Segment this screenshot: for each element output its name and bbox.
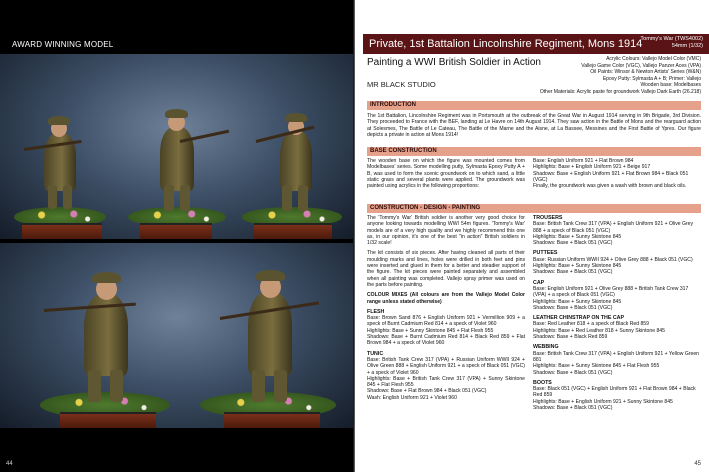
figure-photo-closeup-2: [200, 243, 340, 428]
boots-heading: BOOTS: [533, 379, 552, 386]
text-line: Shadows: Base + Black Red 859: [533, 334, 608, 341]
article-title: Painting a WWI British Soldier in Action: [367, 57, 541, 68]
page-number: 45: [694, 461, 701, 467]
material-line: Wooden base: Modelbases: [640, 82, 701, 88]
figure-photo-side: [236, 54, 348, 239]
text-line: Wash: English Uniform 921 + Violet 960: [367, 394, 457, 401]
text-line: Shadows: Base + Flat Brown 984 + Black 051 (VGC): [367, 388, 487, 395]
puttees-heading: PUTTEES: [533, 250, 558, 257]
photo-panel-bottom: [0, 243, 354, 428]
material-line: Other Materials: Acrylic paste for groundwork Vallejo Dark Earth (26.218): [539, 88, 701, 95]
text-line: Highlights: Base + English Uniform 921 + Sunny Skintone 845: [533, 398, 673, 405]
materials-list: [471, 56, 701, 95]
text-line: Highlights: Base + Sunny Skintone 845: [533, 263, 622, 270]
page-title: Private, 1st Battalion Lincolnshire Regiment, Mons 1914: [369, 38, 643, 50]
base-colours: [533, 158, 701, 189]
cap-heading: CAP: [533, 279, 545, 286]
tunic-heading: TUNIC: [367, 350, 384, 357]
text-line: Base: Russian Uniform WWII 924 + Olive Grey 888 + Black 051 (VGC): [533, 256, 693, 263]
text-line: Shadows: Base + Black 051 (VGC): [533, 304, 613, 311]
section-heading-base: BASE CONSTRUCTION: [367, 147, 701, 156]
text-line: Highlights: Base + English Uniform 921 + Beige 917: [533, 164, 651, 171]
text-line: Highlights: Base + Sunny Skintone 845 + Flat Flesh 955: [367, 327, 494, 334]
right-page: [355, 0, 709, 472]
product-scale: 54mm (1/32): [671, 43, 703, 49]
section-heading-intro: INTRODUCTION: [367, 101, 701, 110]
section-header: AWARD WINNING MODEL: [12, 40, 114, 49]
figure-photo-back: [122, 54, 232, 239]
trousers-heading: TROUSERS: [533, 215, 563, 221]
text-line: Base: British Tank Crew 317 (VPA) + English Uniform 921 + Yellow Green 881: [533, 350, 700, 363]
text-line: Base: British Tank Crew 317 (VPA) + Russian Uniform WWII 924 + Olive Green 888 + English Uniform 921 + a speck of Black 051 (VGC) + a speck of Violet 960: [367, 356, 525, 376]
text-line: Finally, the groundwork was given a wash with brown and black oils.: [533, 183, 687, 190]
photo-panel-top: [0, 54, 354, 239]
paragraph: The 'Tommy's War' British soldier is another very good choice for anyone looking towards modelling WWI 54m figures. 'Tommy's War' models are of a very high quality and we highly recommend this one as, in our opinion, it's one of the best "in action" British soldiers in 1/32 scale!: [367, 215, 525, 247]
product-name: Tommy's War (TWS4002): [640, 36, 703, 42]
paragraph: The kit consists of six pieces. After having cleaned all parts of their moulding marks and lines, holes were drilled in both feet and pins were inserted and glued in them for a better and steadier support of the figure. The kit pieces were painted separately and assembled when all painting was completed. Vallejo spray primer was used on the parts before painting.: [367, 250, 525, 288]
text-line: Shadows: Base + Black 051 (VGC): [533, 405, 613, 412]
text-line: Base: Black 051 (VGC) + English Uniform 921 + Flat Brown 984 + Black Red 859: [533, 386, 696, 399]
text-line: Base: English Uniform 921 + Flat Brown 984: [533, 158, 634, 164]
text-line: Shadows: Base + English Uniform 921 + Flat Brown 984 + Black 051 (VGC): [533, 170, 689, 183]
material-line: Epoxy Putty: Sylmasta A + B; Primer: Vallejo: [602, 75, 701, 82]
text-line: Highlights: Base + Sunny Skintone 845: [533, 233, 622, 240]
product-info: [640, 36, 703, 50]
figure-photo-closeup-1: [40, 243, 175, 428]
text-line: Base: Red Leather 818 + a speck of Black Red 859: [533, 321, 649, 328]
colour-mixes-note: COLOUR MIXES (All colours are from the Vallejo Model Color range unless stated otherwise): [367, 292, 525, 305]
flesh-block: [367, 309, 525, 401]
intro-text: The 1st Battalion, Lincolnshire Regiment was in Portsmouth at the outbreak of the Great War in August 1914 serving in 9th Brigade, 3rd Division. They proceeded to France with the BEF, landing at Le Havre on 14th August 1914. They saw action in the Battle of Mons and the rearguard action at Solesmes, The Battle of Le Cateau, The Battle of the Marne and the Aisne, at La Bassee, Messines and the First Battle of Ypres. Our figure depicts a private in action at Mons 1914!: [367, 113, 701, 138]
left-page: [0, 0, 354, 472]
text-line: Shadows: Base + Black 051 (VGC): [533, 369, 613, 376]
text-line: Highlights: Base + Sunny Skintone 845: [533, 298, 622, 305]
text-line: Highlights: Base + Red Leather 818 + Sunny Skintone 845: [533, 327, 665, 334]
material-line: Acrylic Colours: Vallejo Model Color (VMC): [606, 56, 701, 62]
text-line: Shadows: Base + Burnt Cadmium Red 814 + Black Red 859 + Flat Brown 984 + a speck of Violet 960: [367, 334, 525, 347]
material-line: Oil Paints: Winsor & Newton Artists' Series (W&N): [590, 69, 701, 75]
text-line: Highlights: Base + British Tank Crew 317 (VPA) + Sunny Skintone 845 + Flat Flesh 955: [367, 375, 525, 389]
painting-left-column: [367, 215, 525, 401]
section-heading-painting: CONSTRUCTION - DESIGN - PAINTING: [367, 204, 701, 213]
webbing-heading: WEBBING: [533, 344, 559, 351]
page-number: 44: [6, 461, 13, 467]
text-line: Base: English Uniform 921 + Olive Grey 888 + British Tank Crew 317 (VPA) + a speck of Black 051 (VGC): [533, 285, 689, 299]
text-line: Base: British Tank Crew 317 (VPA) + English Uniform 921 + Olive Grey 888 + a speck of Black 051 (VGC): [533, 221, 694, 234]
painting-right-column: [533, 215, 701, 411]
studio-credit: MR BLACK STUDIO: [367, 80, 436, 89]
text-line: Highlights: Base + Sunny Skintone 845 + Flat Flesh 955: [533, 363, 660, 370]
material-line: Vallejo Game Color (VGC), Vallejo Panzer Aces (VPA): [581, 62, 701, 69]
title-bar: [363, 34, 709, 54]
text-line: Shadows: Base + Black 051 (VGC): [533, 269, 613, 276]
flesh-heading: FLESH: [367, 308, 385, 315]
base-text: The wooden base on which the figure was mounted comes from Modelbases' series. Some modelling putty, Sylmasta Epoxy Putty A + B, was used to form the scenic groundwork on to which sand, a little static grass and several plants were applied. The groundwork was painted using acrylics in the following proportions:: [367, 158, 525, 190]
text-line: Base: Brown Sand 876 + English Uniform 921 + Vermillion 909 + a speck of Burnt Cadmium Red 814 + a speck of Violet 960: [367, 315, 525, 328]
text-line: Shadows: Base + Black 051 (VGC): [533, 240, 613, 247]
chinstrap-heading: LEATHER CHINSTRAP ON THE CAP: [533, 315, 625, 322]
figure-photo-front: [10, 54, 115, 239]
